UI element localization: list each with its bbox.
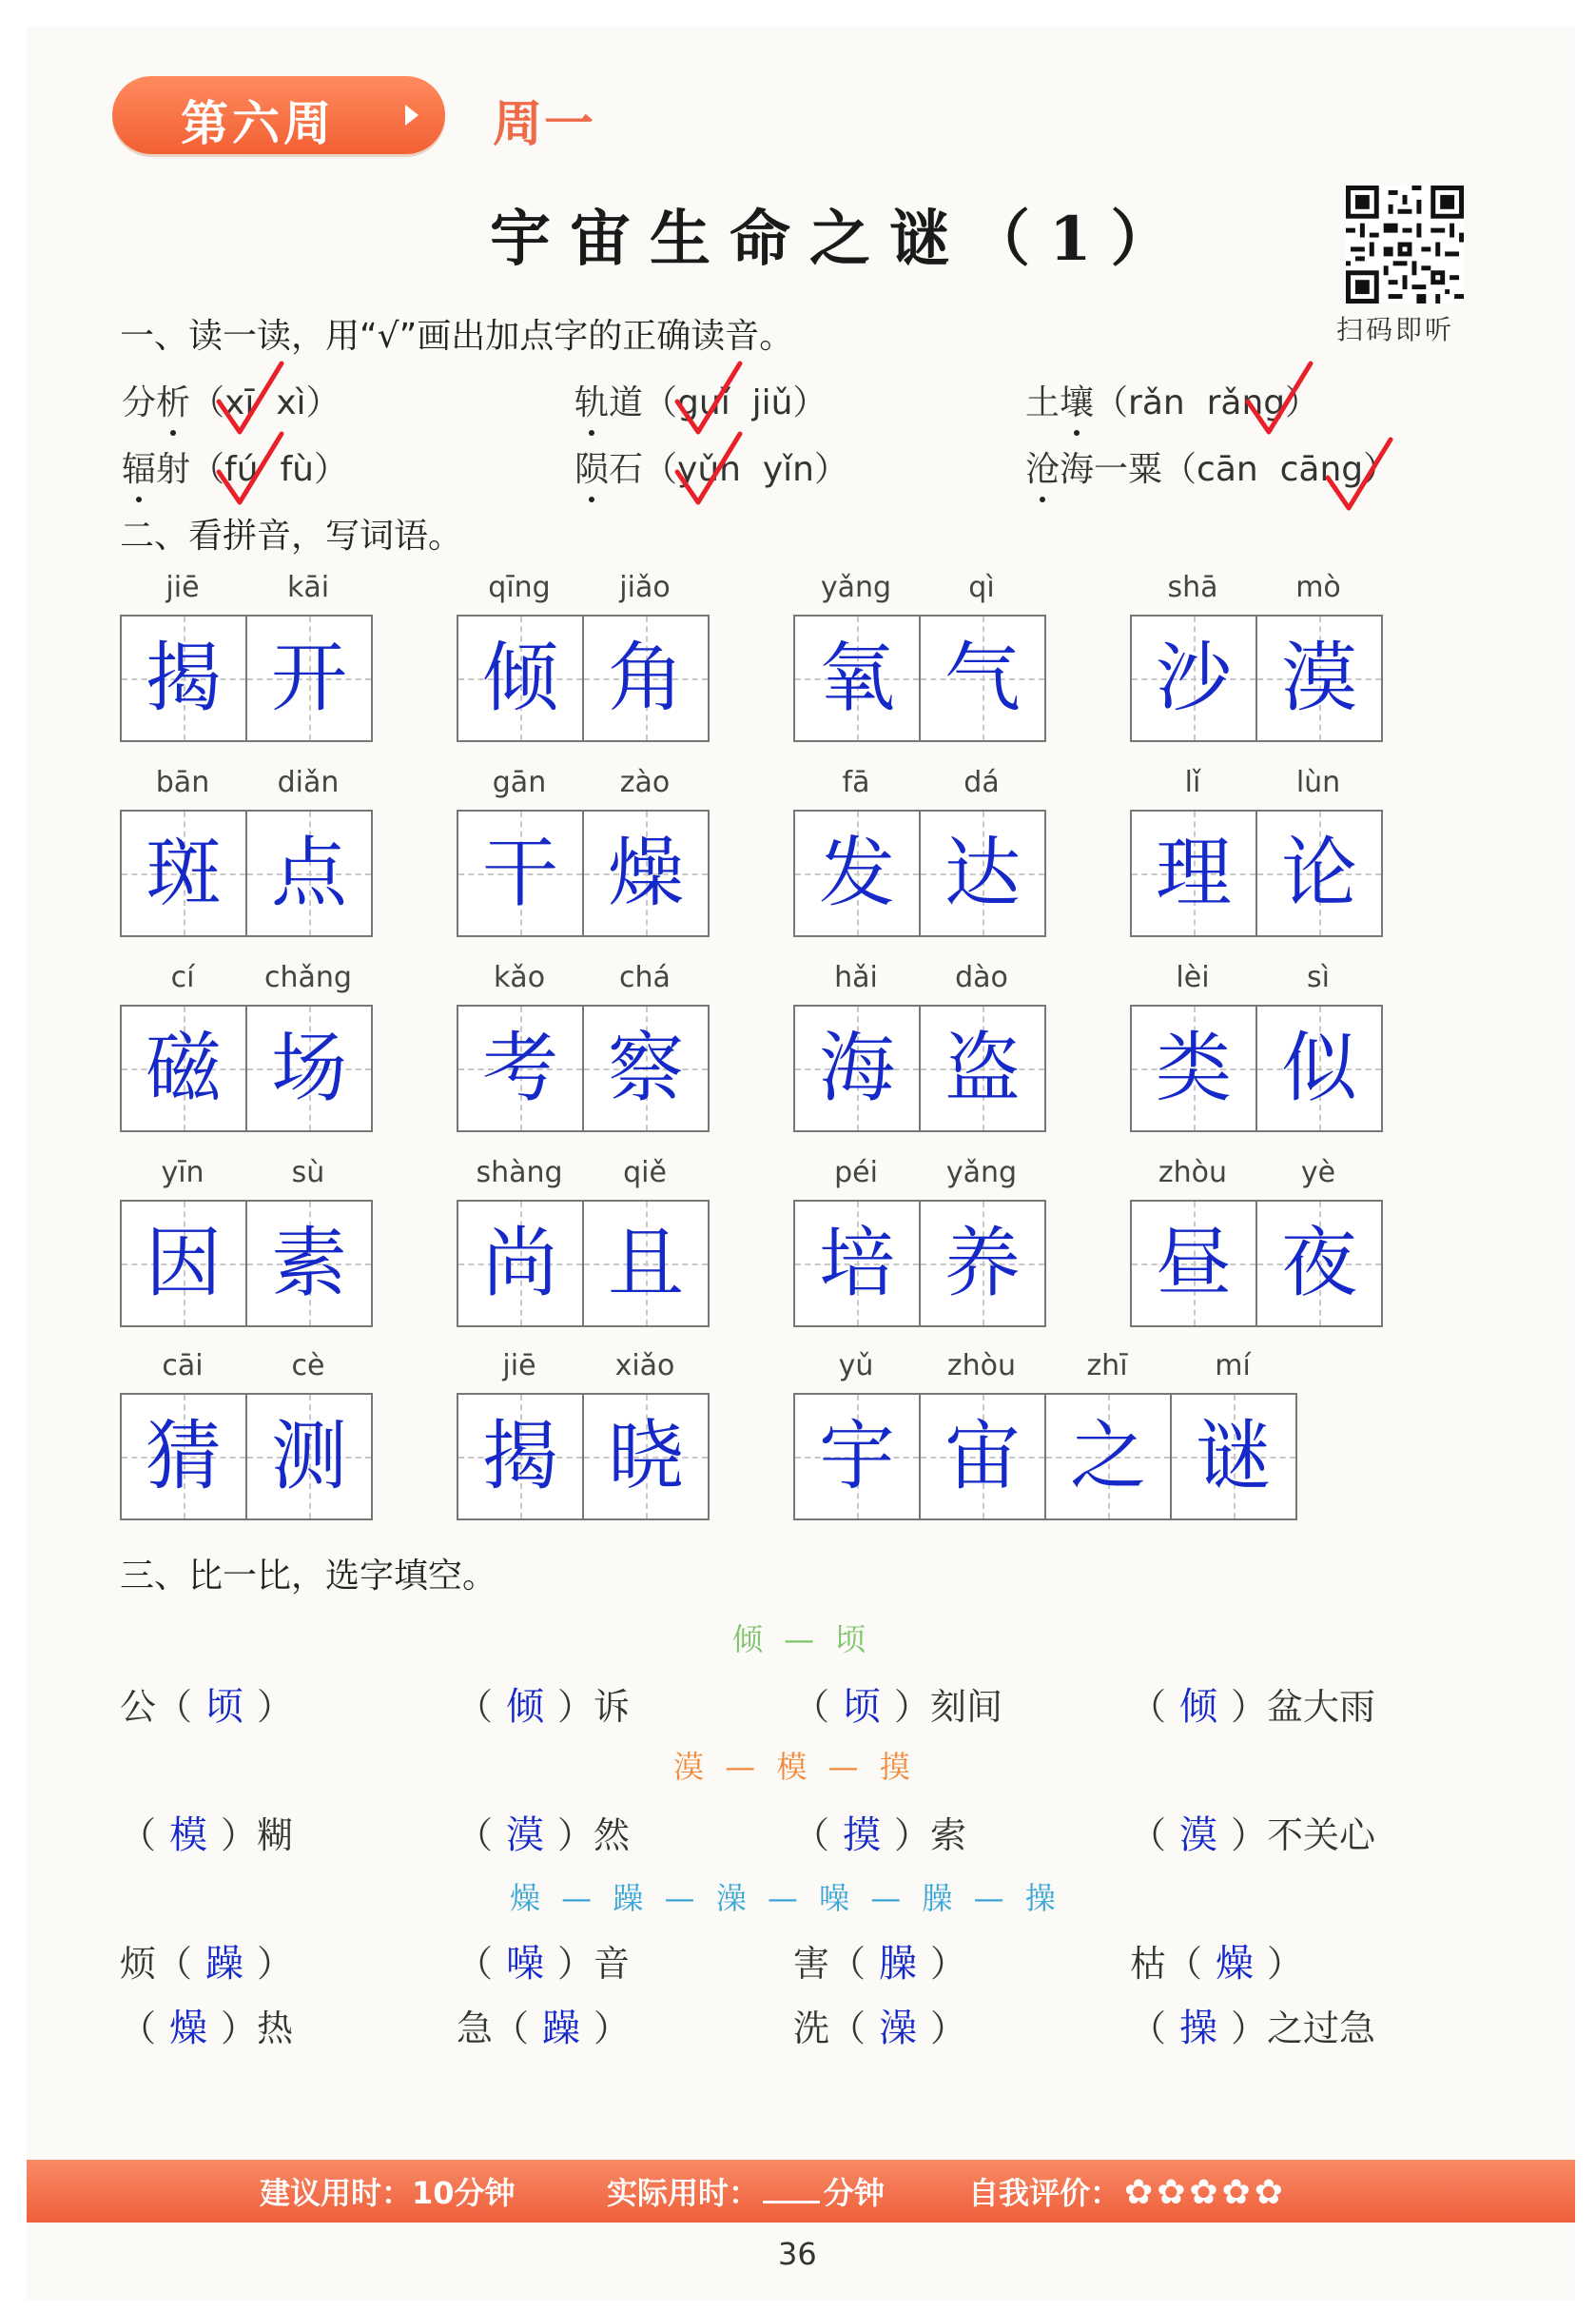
pinyin-label: qīng <box>488 571 551 604</box>
pinyin-label: shā <box>1167 571 1218 604</box>
fill-in-item: 烦（ 躁 ） <box>120 1942 294 1986</box>
qr-code-icon[interactable] <box>1346 186 1464 304</box>
reading-item: 沧海一粟（cān cāng） <box>1025 442 1397 491</box>
answer-text[interactable]: 噪 <box>506 1942 545 1986</box>
written-character: 氧 <box>819 634 895 722</box>
answer-text[interactable]: 燥 <box>169 2007 208 2050</box>
actual-time-blank[interactable] <box>763 2201 820 2203</box>
written-character: 之 <box>1070 1412 1146 1500</box>
written-character: 晓 <box>608 1412 684 1500</box>
page-number: 36 <box>778 2236 817 2272</box>
written-character: 斑 <box>146 829 222 917</box>
pinyin-label: hǎi <box>834 961 878 994</box>
pinyin-row <box>120 1156 371 1194</box>
pinyin-label: kāi <box>286 571 330 604</box>
writing-box[interactable] <box>1132 617 1257 740</box>
writing-box[interactable] <box>247 1007 371 1130</box>
answer-text[interactable]: 模 <box>169 1813 208 1857</box>
flower-star-icon[interactable]: ✿ <box>1221 2173 1251 2212</box>
pinyin-row <box>120 961 371 999</box>
fill-in-item: （ 漠 ）不关心 <box>1130 1813 1376 1857</box>
written-character: 揭 <box>482 1412 558 1500</box>
pinyin-row <box>1130 1156 1381 1194</box>
fill-in-item: 公（ 顷 ） <box>120 1685 294 1729</box>
fill-in-item: （ 操 ）之过急 <box>1130 2007 1376 2050</box>
writing-box[interactable] <box>458 1007 584 1130</box>
written-character: 类 <box>1156 1024 1232 1112</box>
pinyin-label: cāi <box>162 1349 204 1382</box>
written-character: 宇 <box>819 1412 895 1500</box>
pinyin-label: lǐ <box>1184 766 1201 799</box>
pinyin-label: yīn <box>161 1156 204 1189</box>
writing-box[interactable] <box>1132 1202 1257 1325</box>
pinyin-row <box>457 1349 708 1387</box>
writing-box[interactable] <box>1257 617 1381 740</box>
writing-box[interactable] <box>122 617 247 740</box>
written-character: 养 <box>944 1219 1021 1307</box>
writing-boxes <box>793 1200 1046 1327</box>
flower-star-icon[interactable]: ✿ <box>1124 2173 1154 2212</box>
writing-box[interactable] <box>247 617 371 740</box>
reading-item: 土壤（rǎn rǎng） <box>1025 376 1319 424</box>
written-character: 沙 <box>1156 634 1232 722</box>
week-label: 第六周 <box>181 96 335 151</box>
pinyin-label: bān <box>155 766 210 799</box>
writing-boxes <box>120 615 373 742</box>
answer-text[interactable]: 顷 <box>843 1685 882 1729</box>
pinyin-label: zhī <box>1086 1349 1128 1382</box>
pinyin-label: mò <box>1295 571 1341 604</box>
writing-boxes <box>120 1200 373 1327</box>
fill-in-item: （ 噪 ）音 <box>457 1942 631 1986</box>
pinyin-label: qì <box>968 571 995 604</box>
pinyin-label: yè <box>1300 1156 1336 1189</box>
written-character: 培 <box>819 1219 895 1307</box>
written-character: 谜 <box>1196 1412 1272 1500</box>
writing-boxes <box>457 1393 710 1520</box>
writing-box[interactable] <box>122 1007 247 1130</box>
pinyin-label: cí <box>170 961 195 994</box>
pinyin-row <box>457 961 708 999</box>
writing-box[interactable] <box>1257 812 1381 935</box>
written-character: 理 <box>1156 829 1232 917</box>
reading-item: 轨道（guǐ jiǔ） <box>574 376 827 424</box>
checkmark-icon <box>1324 436 1394 514</box>
writing-boxes <box>793 810 1046 937</box>
flower-star-icon[interactable]: ✿ <box>1157 2173 1186 2212</box>
written-character: 素 <box>271 1219 347 1307</box>
writing-boxes <box>457 810 710 937</box>
checkmark-icon <box>215 430 285 508</box>
writing-box[interactable] <box>921 1202 1044 1325</box>
answer-text[interactable]: 躁 <box>542 2007 581 2050</box>
pinyin-label: mí <box>1215 1349 1251 1382</box>
written-character: 燥 <box>608 829 684 917</box>
pinyin-label: xiǎo <box>614 1349 675 1382</box>
written-character: 因 <box>146 1219 222 1307</box>
flower-star-icon[interactable]: ✿ <box>1189 2173 1218 2212</box>
pinyin-label: shàng <box>476 1156 563 1189</box>
pinyin-label: péi <box>834 1156 878 1189</box>
written-character: 察 <box>608 1024 684 1112</box>
pinyin-label: chǎng <box>264 961 352 994</box>
fill-in-item: 害（ 臊 ） <box>793 1942 967 1986</box>
writing-box[interactable] <box>458 1395 584 1518</box>
fill-in-item: （ 倾 ）盆大雨 <box>1130 1685 1376 1729</box>
pinyin-row <box>793 766 1044 804</box>
pinyin-row <box>120 1349 371 1387</box>
writing-box[interactable] <box>458 1202 584 1325</box>
pinyin-label: diǎn <box>277 766 340 799</box>
answer-text[interactable]: 燥 <box>1216 1942 1255 1986</box>
written-character: 点 <box>271 829 347 917</box>
written-character: 且 <box>608 1219 684 1307</box>
written-character: 猜 <box>146 1412 222 1500</box>
written-character: 干 <box>482 829 558 917</box>
pinyin-label: kǎo <box>493 961 546 994</box>
checkmark-icon <box>1244 360 1314 438</box>
day-label: 周一 <box>493 96 596 153</box>
pinyin-row <box>457 1156 708 1194</box>
page-title: 宇宙生命之谜（1） <box>490 204 1191 275</box>
fill-in-item: 洗（ 澡 ） <box>793 2007 967 2050</box>
writing-box[interactable] <box>795 812 921 935</box>
writing-box[interactable] <box>795 1202 921 1325</box>
answer-text[interactable]: 臊 <box>879 1942 918 1986</box>
fill-in-item: （ 漠 ）然 <box>457 1813 631 1857</box>
writing-boxes <box>1130 1200 1383 1327</box>
fill-in-item: （ 倾 ）诉 <box>457 1685 631 1729</box>
pinyin-label: lèi <box>1176 961 1210 994</box>
written-character: 角 <box>608 634 684 722</box>
writing-boxes <box>120 810 373 937</box>
writing-box[interactable] <box>1172 1395 1295 1518</box>
fill-in-item: （ 燥 ）热 <box>120 2007 294 2050</box>
fill-in-item: （ 摸 ）索 <box>793 1813 967 1857</box>
answer-text[interactable]: 漠 <box>1179 1813 1218 1857</box>
pinyin-row <box>793 961 1044 999</box>
compare-row: 燥 — 躁 — 澡 — 噪 — 臊 — 操 <box>510 1880 1061 1916</box>
answer-text[interactable]: 倾 <box>1179 1685 1218 1729</box>
pinyin-label: sù <box>291 1156 325 1189</box>
written-character: 场 <box>271 1024 347 1112</box>
written-character: 论 <box>1281 829 1357 917</box>
pinyin-label: cè <box>291 1349 325 1382</box>
written-character: 考 <box>482 1024 558 1112</box>
writing-box[interactable] <box>584 812 708 935</box>
pinyin-label: jiǎo <box>619 571 671 604</box>
written-character: 气 <box>944 634 1021 722</box>
pinyin-row <box>1130 961 1381 999</box>
writing-box[interactable] <box>584 1007 708 1130</box>
writing-boxes <box>120 1393 373 1520</box>
writing-box[interactable] <box>1257 1007 1381 1130</box>
writing-box[interactable] <box>122 1395 247 1518</box>
pinyin-label: zhòu <box>1158 1156 1228 1189</box>
rating-stars[interactable] <box>1120 2175 1283 2211</box>
writing-box[interactable] <box>122 1202 247 1325</box>
written-character: 磁 <box>146 1024 222 1112</box>
written-character: 昼 <box>1156 1219 1232 1307</box>
writing-box[interactable] <box>1132 812 1257 935</box>
pinyin-row <box>1130 766 1381 804</box>
pinyin-row <box>457 571 708 609</box>
writing-boxes <box>1130 810 1383 937</box>
pinyin-label: chá <box>619 961 671 994</box>
pinyin-label: jiē <box>165 571 200 604</box>
self-evaluation: 自我评价： ✿ ✿ ✿ ✿ ✿ <box>968 2173 1283 2212</box>
writing-box[interactable] <box>795 1395 921 1518</box>
pinyin-label: fā <box>842 766 870 799</box>
reading-item: 分析（xī xì） <box>122 376 341 424</box>
fill-in-item: 枯（ 燥 ） <box>1130 1942 1304 1986</box>
compare-row: 漠 — 模 — 摸 <box>673 1749 916 1785</box>
checkmark-icon <box>215 360 285 438</box>
writing-boxes <box>1130 1005 1383 1132</box>
pinyin-label: sì <box>1307 961 1330 994</box>
written-character: 倾 <box>482 634 558 722</box>
footer-bar <box>27 2160 1575 2223</box>
actual-time: 实际用时： 分钟 <box>607 2175 886 2211</box>
writing-box[interactable] <box>795 617 921 740</box>
answer-text[interactable]: 漠 <box>506 1813 545 1857</box>
writing-box[interactable] <box>458 812 584 935</box>
written-character: 宙 <box>944 1412 1021 1500</box>
writing-boxes <box>793 615 1046 742</box>
pinyin-label: zào <box>619 766 671 799</box>
suggested-time: 建议用时：10分钟 <box>260 2175 516 2211</box>
writing-box[interactable] <box>921 1007 1044 1130</box>
section2-heading: 二、看拼音，写词语。 <box>120 517 463 556</box>
writing-box[interactable] <box>247 812 371 935</box>
writing-boxes <box>793 1393 1297 1520</box>
pinyin-row <box>793 1349 1295 1387</box>
pinyin-row <box>1130 571 1381 609</box>
written-character: 似 <box>1281 1024 1357 1112</box>
writing-box[interactable] <box>795 1007 921 1130</box>
pinyin-label: qiě <box>623 1156 667 1189</box>
section3-heading: 三、比一比，选字填空。 <box>120 1557 497 1596</box>
written-character: 测 <box>271 1412 347 1500</box>
writing-box[interactable] <box>247 1395 371 1518</box>
reading-item: 辐射（fú fù） <box>122 442 348 491</box>
answer-text[interactable]: 顷 <box>205 1685 244 1729</box>
pinyin-label: jiē <box>502 1349 536 1382</box>
writing-box[interactable] <box>584 1395 708 1518</box>
qr-label: 扫码即听 <box>1336 314 1455 345</box>
writing-box[interactable] <box>122 812 247 935</box>
writing-box[interactable] <box>921 1395 1046 1518</box>
pinyin-label: lùn <box>1295 766 1341 799</box>
answer-text[interactable]: 澡 <box>879 2007 918 2050</box>
pinyin-row <box>120 571 371 609</box>
written-character: 达 <box>944 829 1021 917</box>
written-character: 尚 <box>482 1219 558 1307</box>
flower-star-icon[interactable]: ✿ <box>1254 2173 1283 2212</box>
pinyin-label: gān <box>492 766 547 799</box>
pinyin-row <box>120 766 371 804</box>
pinyin-label: yǎng <box>820 571 892 604</box>
writing-box[interactable] <box>584 1202 708 1325</box>
writing-boxes <box>1130 615 1383 742</box>
compare-row: 倾 — 顷 <box>732 1621 872 1657</box>
writing-box[interactable] <box>921 812 1044 935</box>
pinyin-label: yǎng <box>945 1156 1018 1189</box>
fill-in-item: （ 模 ）糊 <box>120 1813 294 1857</box>
fill-in-item: （ 顷 ）刻间 <box>793 1685 1003 1729</box>
pinyin-row <box>457 766 708 804</box>
writing-box[interactable] <box>1046 1395 1172 1518</box>
pinyin-row <box>793 1156 1044 1194</box>
checkmark-icon <box>673 430 744 508</box>
answer-text[interactable]: 操 <box>1179 2007 1218 2050</box>
pinyin-label: dá <box>963 766 1000 799</box>
answer-text[interactable]: 摸 <box>843 1813 882 1857</box>
writing-box[interactable] <box>921 617 1044 740</box>
pinyin-label: zhòu <box>946 1349 1017 1382</box>
answer-text[interactable]: 倾 <box>506 1685 545 1729</box>
writing-box[interactable] <box>1257 1202 1381 1325</box>
writing-boxes <box>793 1005 1046 1132</box>
written-character: 发 <box>819 829 895 917</box>
written-character: 漠 <box>1281 634 1357 722</box>
pinyin-row <box>793 571 1044 609</box>
written-character: 盗 <box>944 1024 1021 1112</box>
writing-box[interactable] <box>247 1202 371 1325</box>
writing-box[interactable] <box>458 617 584 740</box>
pinyin-label: yǔ <box>838 1349 874 1382</box>
writing-boxes <box>457 1005 710 1132</box>
writing-box[interactable] <box>1132 1007 1257 1130</box>
week-badge <box>112 76 445 154</box>
pinyin-label: dào <box>955 961 1008 994</box>
writing-boxes <box>120 1005 373 1132</box>
fill-in-item: 急（ 躁 ） <box>457 2007 631 2050</box>
checkmark-icon <box>673 360 744 438</box>
answer-text[interactable]: 躁 <box>205 1942 244 1986</box>
written-character: 开 <box>271 634 347 722</box>
writing-boxes <box>457 1200 710 1327</box>
writing-boxes <box>457 615 710 742</box>
written-character: 夜 <box>1281 1219 1357 1307</box>
section1-heading: 一、读一读，用“√”画出加点字的正确读音。 <box>120 317 794 356</box>
arrow-right-icon <box>405 105 418 126</box>
writing-box[interactable] <box>584 617 708 740</box>
reading-item: 陨石（yǔn yǐn） <box>574 442 848 491</box>
written-character: 揭 <box>146 634 222 722</box>
written-character: 海 <box>819 1024 895 1112</box>
